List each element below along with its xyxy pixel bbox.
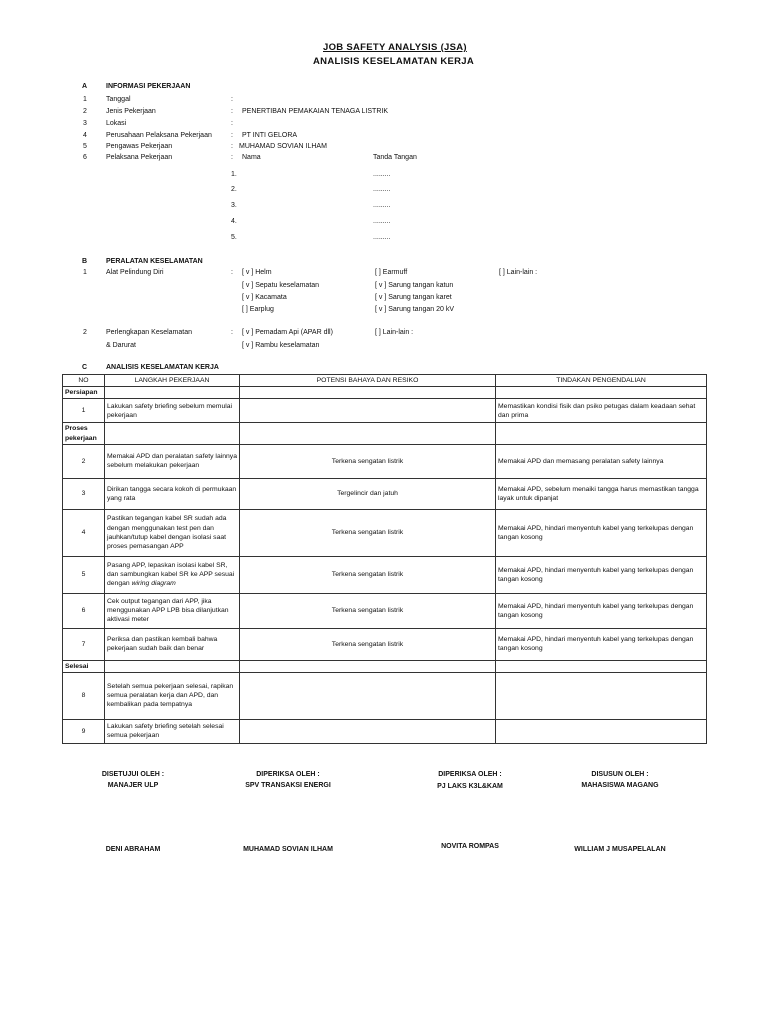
row-step: Cek output tegangan dari APP, jika menggunakan APP LPB bisa dilanjutkan aktivasi meter (105, 593, 240, 628)
info-value: PT INTI GELORA (242, 132, 298, 139)
signature-role: DISETUJUI OLEH : (101, 771, 165, 778)
row-hazard (240, 399, 496, 423)
row-step (105, 556, 240, 593)
row-step: Lakukan safety briefing setelah selesai semua pekerjaan (105, 719, 240, 743)
row-control: Memakai APD, hindari menyentuh kabel yang terkelupas dengan tangan kosong (496, 628, 707, 660)
worker-number: 5. (231, 234, 237, 241)
row-control: Memastikan kondisi fisik dan psiko petugas dalam keadaan sehat dan prima (496, 399, 707, 423)
info-label: Pelaksana Pekerjaan (106, 154, 173, 161)
info-colon: : (231, 154, 233, 161)
table-row (63, 478, 707, 509)
worker-signature-line: ......... (373, 186, 391, 193)
signature-role: DISUSUN OLEH : (591, 771, 649, 778)
document-subtitle: ANALISIS KESELAMATAN KERJA (313, 56, 475, 67)
table-row (63, 509, 707, 556)
row-hazard: Terkena sengatan listrik (240, 628, 496, 660)
info-value: PENERTIBAN PEMAKAIAN TENAGA LISTRIK (242, 108, 389, 115)
info-value: MUHAMAD SOVIAN ILHAM (239, 143, 327, 150)
row-no: 1 (63, 399, 105, 423)
row-hazard: Terkena sengatan listrik (240, 509, 496, 556)
row-control (496, 719, 707, 743)
section-label: Persiapan (63, 387, 105, 399)
section-b-letter: B (82, 258, 88, 265)
row-no: 3 (63, 478, 105, 509)
row-hazard (240, 719, 496, 743)
info-label: Lokasi (106, 120, 127, 127)
signature-role: DIPERIKSA OLEH : (256, 771, 320, 778)
header-hazard: POTENSI BAHAYA DAN RESIKO (240, 375, 496, 387)
header-control: TINDAKAN PENGENDALIAN (496, 375, 707, 387)
row-step: Lakukan safety briefing sebelum memulai pekerjaan (105, 399, 240, 423)
section-b-heading: PERALATAN KESELAMATAN (106, 258, 203, 265)
table-header-row (63, 375, 707, 387)
signature-title: PJ LAKS K3L&KAM (437, 783, 503, 790)
row-hazard: Tergelincir dan jatuh (240, 478, 496, 509)
checkbox-item[interactable]: [ v ] Sarung tangan 20 kV (375, 306, 454, 313)
row-hazard (240, 672, 496, 719)
checkbox-item[interactable]: [ v ] Helm (242, 269, 272, 276)
info-label: Tanggal (106, 96, 131, 103)
checkbox-item[interactable]: [ ] Lain-lain : (499, 269, 538, 276)
row-control: Memakai APD dan memasang peralatan safety lainnya (496, 444, 707, 478)
row-no: 6 (63, 593, 105, 628)
checkbox-item[interactable]: [ v ] Sarung tangan karet (375, 294, 452, 301)
signature-title: MAHASISWA MAGANG (581, 782, 659, 789)
row-step: Pastikan tegangan kabel SR sudah ada dengan menggunakan test pen dan jauhkan/tutup kabel dengan isolasi saat proses pemasangan APP (105, 509, 240, 556)
signature-title: SPV TRANSAKSI ENERGI (245, 782, 331, 789)
worker-number: 4. (231, 218, 237, 225)
row-no: 2 (63, 444, 105, 478)
header-step: LANGKAH PEKERJAAN (105, 375, 240, 387)
signature-title: MANAJER ULP (107, 782, 159, 789)
info-colon: : (231, 132, 233, 139)
row-step-text: Pasang APP, lepaskan isolasi kabel SR, dan sambungkan kabel SR ke APP sesuai dengan (107, 561, 235, 588)
equipment-label: & Darurat (106, 342, 136, 349)
table-row (63, 719, 707, 743)
header-no: NO (63, 375, 105, 387)
info-no: 1 (83, 96, 87, 103)
info-colon: : (231, 143, 233, 150)
table-row (63, 399, 707, 423)
checkbox-item[interactable]: [ v ] Sepatu keselamatan (242, 282, 320, 289)
row-step: Periksa dan pastikan kembali bahwa pekerjaan sudah baik dan benar (105, 628, 240, 660)
info-colon: : (231, 120, 233, 127)
equipment-no: 2 (83, 329, 87, 336)
info-label: Perusahaan Pelaksana Pekerjaan (106, 132, 212, 139)
equipment-colon: : (231, 329, 233, 336)
signature-role: DIPERIKSA OLEH : (438, 771, 502, 778)
checkbox-item[interactable]: [ v ] Pemadam Api (APAR dll) (242, 329, 333, 336)
checkbox-item[interactable]: [ v ] Kacamata (242, 294, 287, 301)
jsa-table (62, 374, 707, 744)
worker-signature-line: ......... (373, 234, 391, 241)
table-row (63, 628, 707, 660)
equipment-colon: : (231, 269, 233, 276)
section-row (63, 423, 707, 444)
section-c-heading: ANALISIS KESELAMATAN KERJA (106, 364, 219, 371)
signature-name: DENI ABRAHAM (105, 846, 161, 853)
signature-name: MUHAMAD SOVIAN ILHAM (243, 846, 333, 853)
row-control (496, 672, 707, 719)
row-no: 8 (63, 672, 105, 719)
checkbox-item[interactable]: [ v ] Sarung tangan katun (375, 282, 454, 289)
row-no: 5 (63, 556, 105, 593)
section-row (63, 660, 707, 672)
row-control: Memakai APD, hindari menyentuh kabel yang terkelupas dengan tangan kosong (496, 509, 707, 556)
signature-column-label: Tanda Tangan (373, 154, 417, 161)
section-c-letter: C (82, 364, 88, 371)
info-value: Nama (242, 154, 261, 161)
info-no: 3 (83, 120, 87, 127)
row-hazard: Terkena sengatan listrik (240, 593, 496, 628)
checkbox-item[interactable]: [ ] Lain-lain : (375, 329, 414, 336)
table-row (63, 672, 707, 719)
info-label: Pengawas Pekerjaan (106, 143, 173, 150)
row-hazard: Terkena sengatan listrik (240, 556, 496, 593)
signature-name: NOVITA ROMPAS (441, 843, 499, 850)
equipment-label: Alat Pelindung Diri (106, 269, 164, 276)
info-colon: : (231, 108, 233, 115)
row-hazard: Terkena sengatan listrik (240, 444, 496, 478)
signature-name: WILLIAM J MUSAPELALAN (574, 846, 666, 853)
section-a-letter: A (82, 83, 88, 90)
checkbox-item[interactable]: [ v ] Rambu keselamatan (242, 342, 320, 349)
row-control: Memakai APD, hindari menyentuh kabel yang terkelupas dengan tangan kosong (496, 556, 707, 593)
row-control: Memakai APD, hindari menyentuh kabel yang terkelupas dengan tangan kosong (496, 593, 707, 628)
section-label: Selesai (63, 660, 105, 672)
row-step: Dirikan tangga secara kokoh di permukaan yang rata (105, 478, 240, 509)
row-no: 4 (63, 509, 105, 556)
row-no: 9 (63, 719, 105, 743)
row-no: 7 (63, 628, 105, 660)
checkbox-item[interactable]: [ ] Earmuff (375, 269, 408, 276)
document-title: JOB SAFETY ANALYSIS (JSA) (323, 42, 467, 53)
worker-number: 1. (231, 171, 237, 178)
row-step: Memakai APD dan peralatan safety lainnya sebelum melakukan pekerjaan (105, 444, 240, 478)
equipment-no: 1 (83, 269, 87, 276)
table-row (63, 593, 707, 628)
section-row (63, 387, 707, 399)
worker-number: 3. (231, 202, 237, 209)
equipment-label: Perlengkapan Keselamatan (106, 329, 193, 336)
info-colon: : (231, 96, 233, 103)
worker-number: 2. (231, 186, 237, 193)
info-label: Jenis Pekerjaan (106, 108, 156, 115)
worker-signature-line: ......... (373, 202, 391, 209)
info-no: 5 (83, 143, 87, 150)
info-no: 4 (83, 132, 87, 139)
table-row (63, 444, 707, 478)
row-step-italic: wiring diagram (131, 580, 176, 588)
row-control: Memakai APD, sebelum menaiki tangga harus memastikan tangga layak untuk dipanjat (496, 478, 707, 509)
worker-signature-line: ......... (373, 218, 391, 225)
row-step: Setelah semua pekerjaan selesai, rapikan semua peralatan kerja dan APD, dan kembalikan pada tempatnya (105, 672, 240, 719)
info-no: 2 (83, 108, 87, 115)
table-row (63, 556, 707, 593)
worker-signature-line: ......... (373, 171, 391, 178)
checkbox-item[interactable]: [ ] Earplug (242, 306, 274, 313)
info-no: 6 (83, 154, 87, 161)
section-a-heading: INFORMASI PEKERJAAN (106, 83, 191, 90)
section-label: Proses pekerjaan (63, 423, 105, 444)
